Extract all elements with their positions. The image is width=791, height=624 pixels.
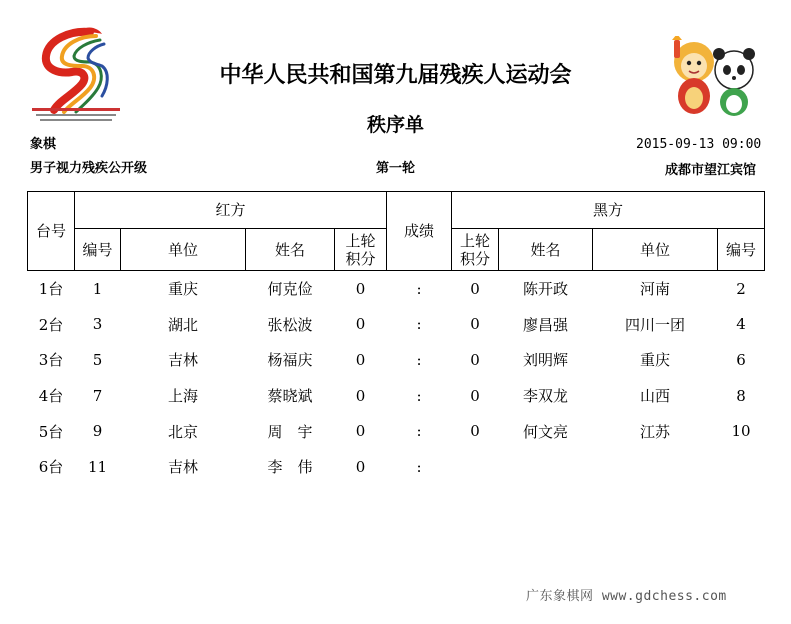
black-player: 李双龙	[523, 387, 569, 406]
header-red-side: 红方	[75, 192, 387, 229]
table-row	[28, 271, 765, 307]
header-red-no: 编号	[75, 229, 121, 271]
red-player: 李 伟	[267, 458, 313, 477]
black-prev-points: 0	[470, 279, 480, 298]
black-prev-points: 0	[470, 386, 480, 405]
black-number	[718, 449, 765, 485]
score-separator: :	[416, 315, 422, 334]
header-red-unit: 单位	[121, 229, 246, 271]
red-prev-points: 0	[355, 350, 366, 369]
score-separator: :	[416, 386, 422, 405]
board-number: 5台	[38, 422, 64, 441]
black-number: 8	[736, 386, 746, 405]
red-number: 9	[92, 422, 103, 441]
red-number: 7	[92, 386, 103, 405]
board-number: 3台	[38, 351, 64, 370]
score-separator: :	[416, 279, 422, 298]
board-number: 2台	[38, 315, 64, 334]
score-separator: :	[416, 457, 422, 476]
table-row	[28, 449, 765, 485]
black-unit: 四川一团	[625, 315, 686, 334]
header-red-name: 姓名	[246, 229, 335, 271]
black-player: 廖昌强	[523, 315, 569, 334]
pairing-table	[27, 191, 765, 485]
red-unit: 湖北	[167, 315, 198, 334]
red-number: 11	[87, 457, 108, 476]
red-prev-points: 0	[355, 457, 366, 476]
red-prev-points: 0	[355, 422, 366, 441]
red-unit: 吉林	[167, 351, 198, 370]
header-black-name: 姓名	[499, 229, 593, 271]
red-player: 蔡晓斌	[267, 387, 313, 406]
table-row	[28, 378, 765, 414]
black-prev-points	[452, 449, 499, 485]
red-player: 杨福庆	[267, 351, 313, 370]
red-unit: 重庆	[167, 280, 198, 299]
black-unit: 河南	[640, 280, 671, 299]
black-number: 4	[736, 315, 746, 334]
board-number: 6台	[38, 458, 64, 477]
header-black-no: 编号	[718, 229, 765, 271]
header-black-prev-points: 上轮 积分	[452, 229, 499, 271]
group-name: 男子视力残疾公开级	[30, 161, 148, 176]
table-row	[28, 342, 765, 378]
page-title: 中华人民共和国第九届残疾人运动会	[219, 63, 572, 88]
header-board: 台号	[28, 192, 75, 271]
red-prev-points: 0	[355, 279, 366, 298]
board-number: 4台	[38, 387, 64, 406]
board-number: 1台	[38, 280, 64, 299]
black-player: 何文亮	[523, 422, 569, 441]
black-number: 6	[736, 350, 746, 369]
red-player: 张松波	[267, 315, 313, 334]
black-number: 2	[736, 279, 746, 298]
score-separator: :	[416, 350, 422, 369]
red-player: 周 宇	[267, 422, 313, 441]
black-prev-points: 0	[470, 422, 480, 441]
header-black-side: 黑方	[452, 192, 765, 229]
header-black-unit: 单位	[593, 229, 718, 271]
red-player: 何克俭	[267, 280, 313, 299]
page-subtitle: 秩序单	[366, 114, 424, 136]
black-unit: 山西	[640, 387, 671, 406]
table-row	[28, 307, 765, 343]
event-name: 象棋	[30, 137, 57, 152]
red-unit: 吉林	[167, 458, 198, 477]
black-prev-points: 0	[470, 350, 480, 369]
black-unit	[593, 449, 718, 485]
site-watermark: 广东象棋网 www.gdchess.com	[526, 589, 727, 604]
datetime: 2015-09-13 09:00	[636, 137, 762, 152]
black-prev-points: 0	[470, 315, 480, 334]
red-number: 1	[92, 279, 103, 298]
table-row	[28, 413, 765, 449]
header-result: 成绩	[387, 192, 452, 271]
red-unit: 北京	[167, 422, 198, 441]
red-unit: 上海	[167, 387, 198, 406]
red-number: 3	[92, 315, 103, 334]
red-number: 5	[92, 350, 103, 369]
round-label: 第一轮	[376, 161, 416, 176]
black-unit: 江苏	[640, 422, 671, 441]
black-unit: 重庆	[640, 351, 671, 370]
black-number: 10	[731, 422, 751, 441]
header-red-prev-points: 上轮 积分	[335, 229, 387, 271]
red-prev-points: 0	[355, 315, 366, 334]
black-player	[499, 449, 593, 485]
score-separator: :	[416, 422, 422, 441]
black-player: 陈开政	[523, 280, 569, 299]
venue: 成都市望江宾馆	[665, 163, 757, 178]
red-prev-points: 0	[355, 386, 366, 405]
black-player: 刘明辉	[523, 351, 569, 370]
